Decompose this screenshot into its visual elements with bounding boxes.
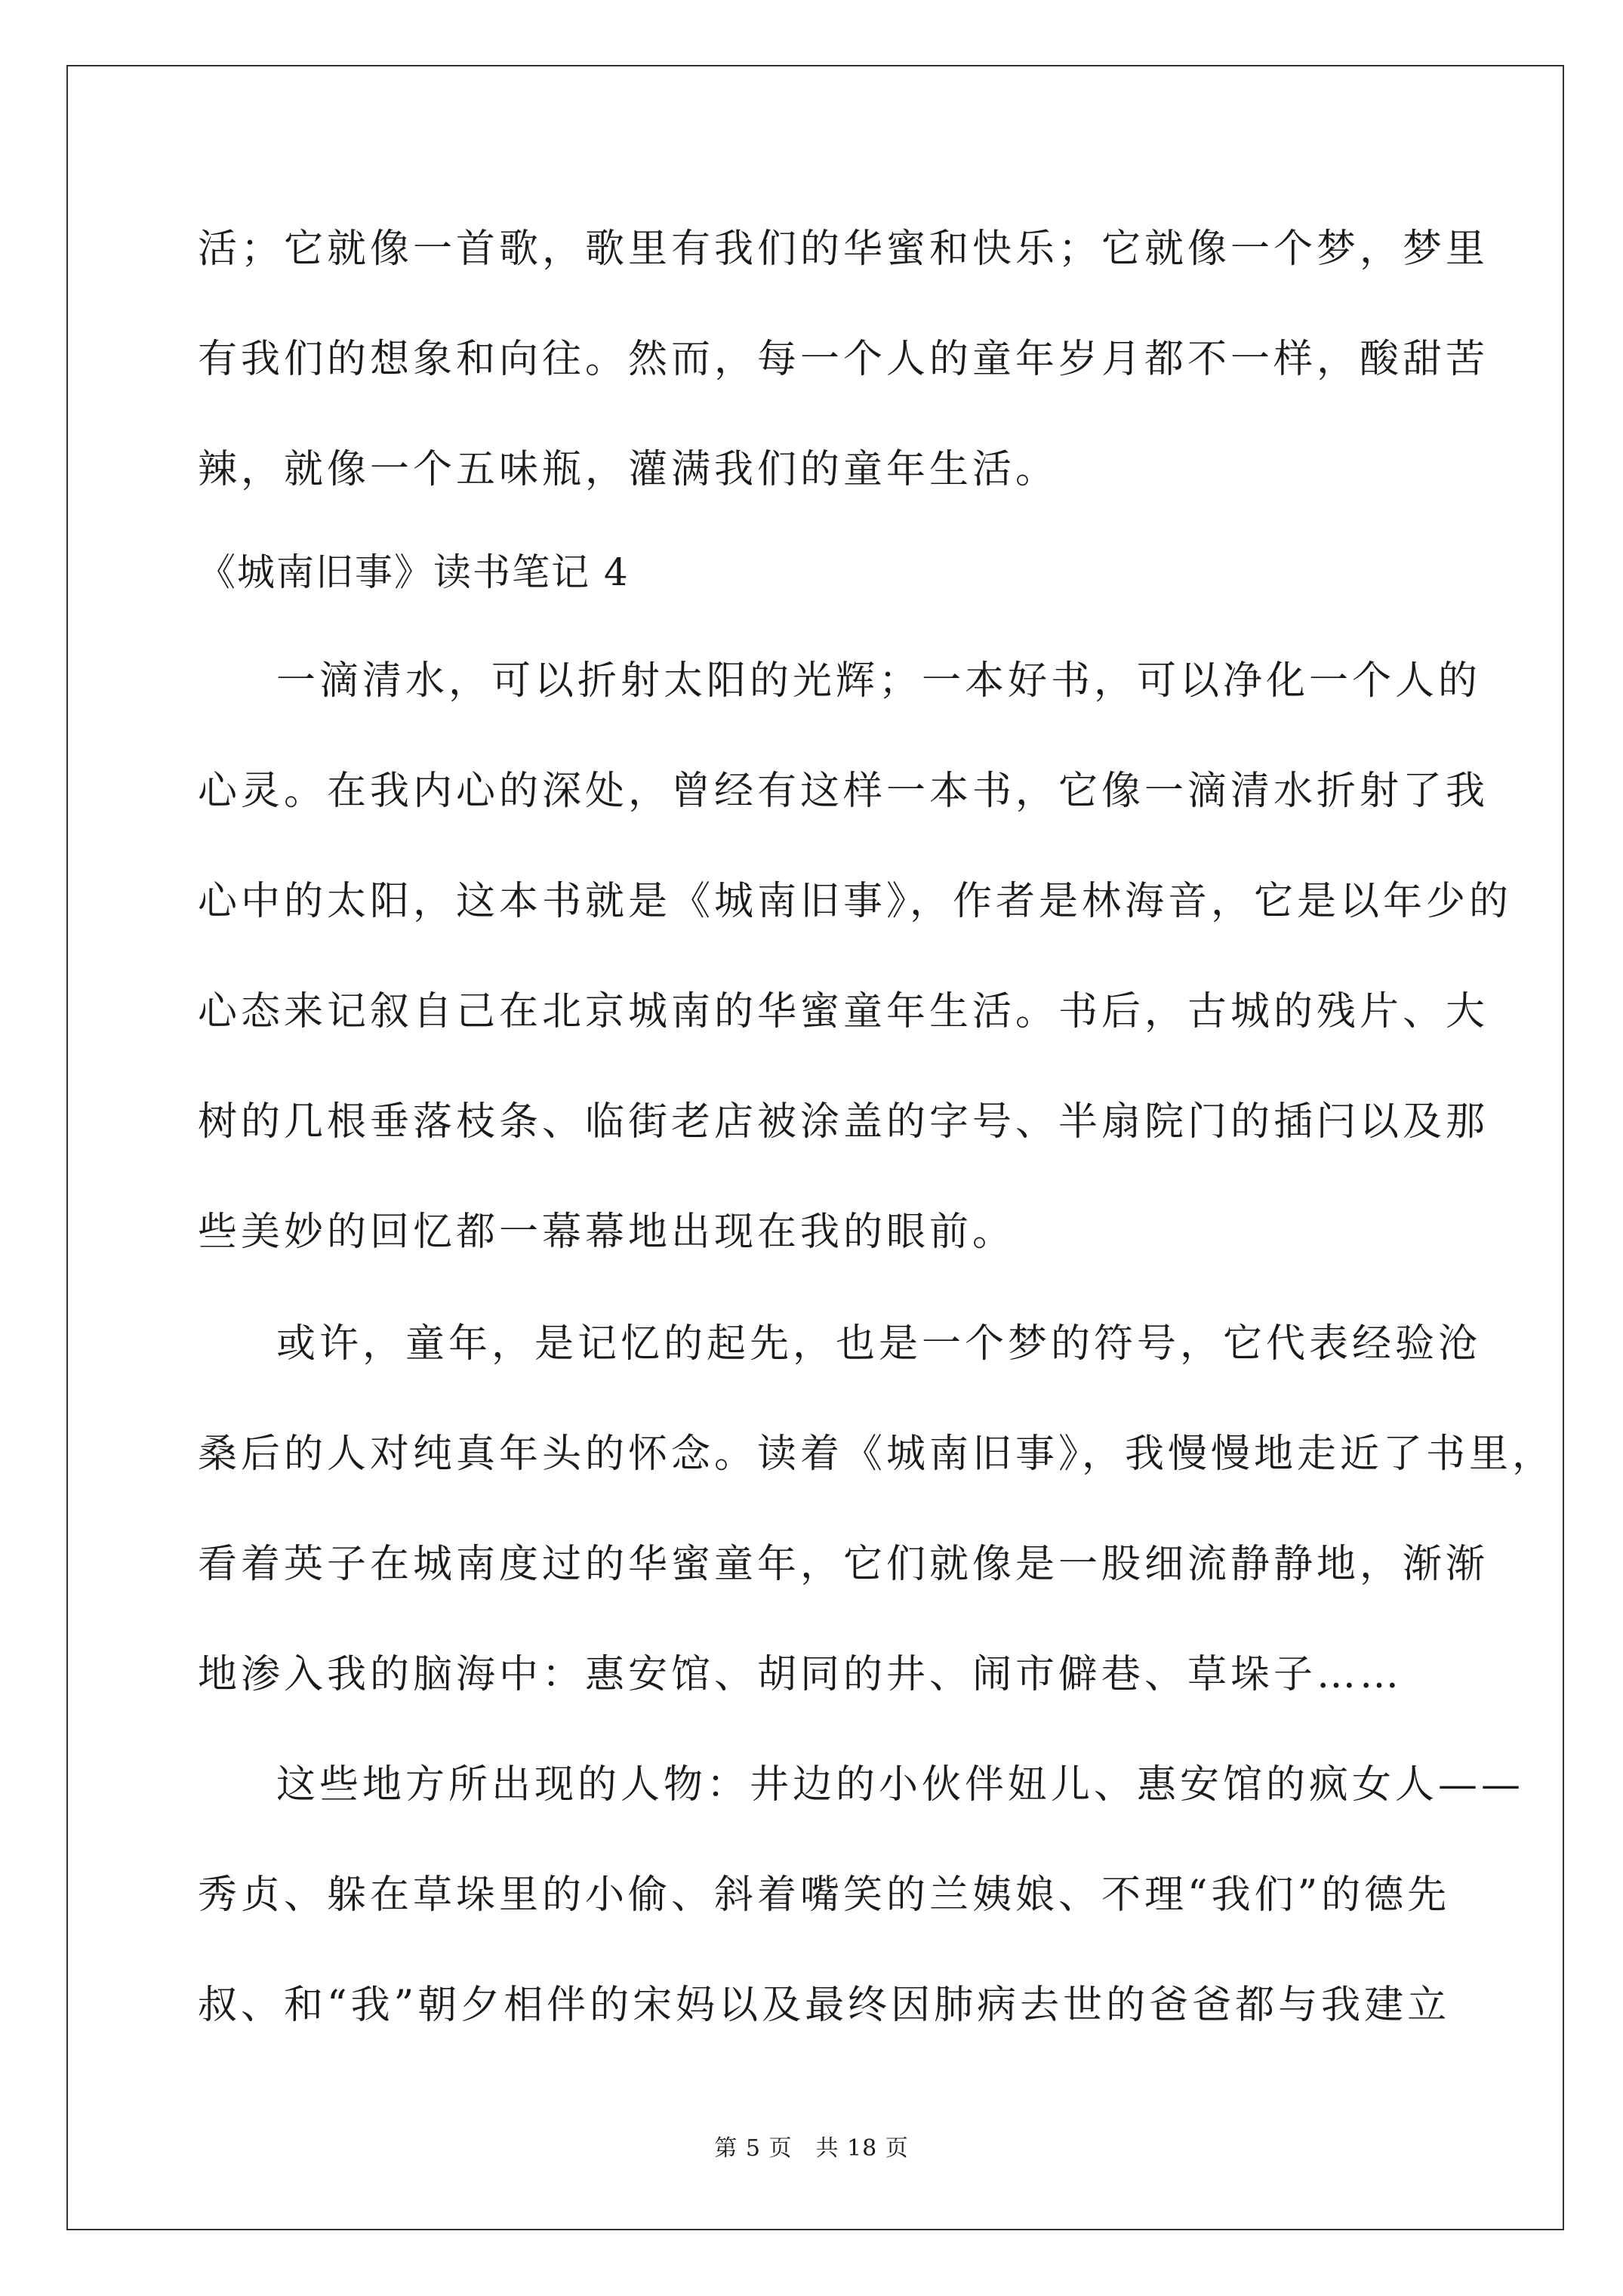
text-line: 叔、和“我”朝夕相伴的宋妈以及最终因肺病去世的爸爸都与我建立 <box>198 1983 1451 2028</box>
text-line: 些美妙的回忆都一幕幕地出现在我的眼前。 <box>198 1210 1016 1255</box>
text-line: 这些地方所出现的人物：井边的小伙伴妞儿、惠安馆的疯女人—— <box>276 1762 1525 1808</box>
text-line: 心灵。在我内心的深处，曾经有这样一本书，它像一滴清水折射了我 <box>198 769 1489 814</box>
text-line: 心中的太阳，这本书就是《城南旧事》，作者是林海音，它是以年少的 <box>198 879 1513 924</box>
text-line: 看着英子在城南度过的华蜜童年，它们就像是一股细流静静地，渐渐 <box>198 1542 1489 1587</box>
text-line: 秀贞、躲在草垛里的小偷、斜着嘴笑的兰姨娘、不理“我们”的德先 <box>198 1872 1451 1918</box>
page-number: 第 5 页 共 18 页 <box>714 2135 909 2162</box>
text-line: 一滴清水，可以折射太阳的光辉；一本好书，可以净化一个人的 <box>276 658 1482 704</box>
text-line: 辣，就像一个五味瓶，灌满我们的童年生活。 <box>198 447 1059 492</box>
section-heading: 《城南旧事》读书笔记 4 <box>198 550 630 594</box>
text-line: 树的几根垂落枝条、临街老店被涂盖的字号、半扇院门的插闩以及那 <box>198 1099 1489 1145</box>
text-line: 桑后的人对纯真年头的怀念。读着《城南旧事》，我慢慢地走近了书里， <box>198 1432 1556 1477</box>
text-line: 地渗入我的脑海中：惠安馆、胡同的井、闹市僻巷、草垛子…… <box>198 1652 1403 1697</box>
text-line: 心态来记叙自己在北京城南的华蜜童年生活。书后，古城的残片、大 <box>198 989 1489 1034</box>
text-line: 活；它就像一首歌，歌里有我们的华蜜和快乐；它就像一个梦，梦里 <box>198 227 1489 272</box>
text-line: 或许，童年，是记忆的起先，也是一个梦的符号，它代表经验沧 <box>276 1321 1482 1367</box>
text-line: 有我们的想象和向往。然而，每一个人的童年岁月都不一样，酸甜苦 <box>198 337 1489 382</box>
